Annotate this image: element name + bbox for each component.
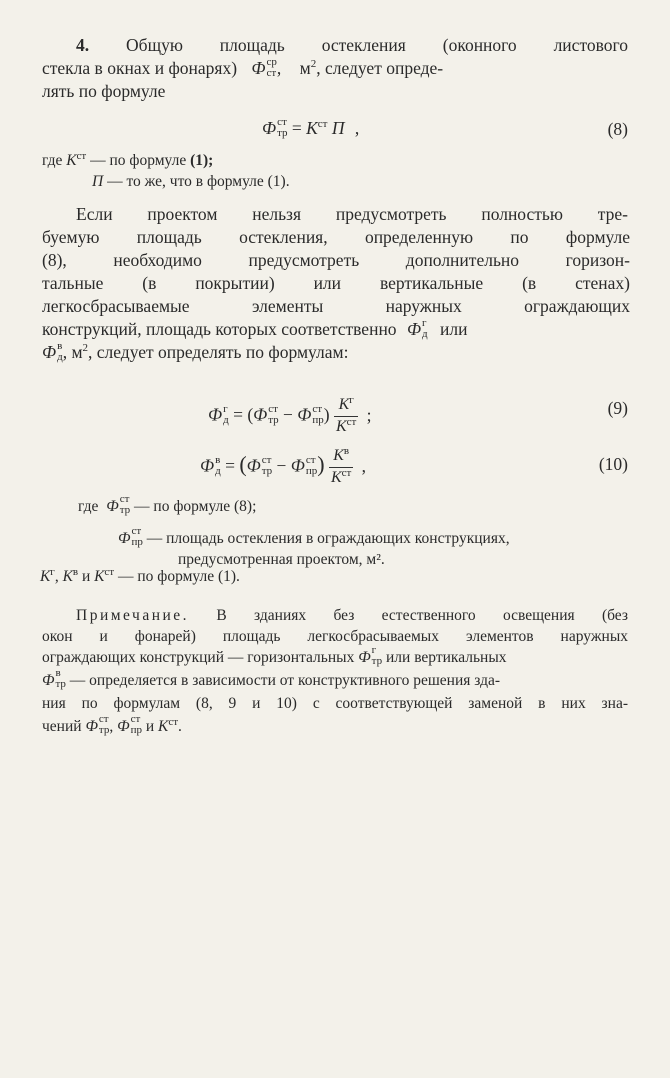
note-phi-pr-indices: ст пр [130,713,142,737]
f9-phi-st-indices: ст тр [268,402,279,426]
f10-tail: , [361,455,367,476]
f10-phi-st-indices: ст тр [261,453,273,477]
f9-tail: ; [366,404,372,425]
note-label: Примечание. [76,607,190,624]
f10-phi-pr: Ф [290,455,305,476]
para2-phi-v: Ф [42,342,57,362]
note-k: К [158,718,169,735]
where9-line-2 [118,525,510,550]
formula-8 [262,117,359,142]
f10-phi-st: Ф [246,455,261,476]
equation-number-9: (9) [607,398,628,418]
where8-k-sup: ст [76,150,87,162]
section-line-3: лять по формуле [42,81,166,101]
where9-item2: — площадь остекления в ограждающих конструкциях, [146,530,510,547]
note-line-2: окон и фонарей) площадь легкосбрасываемых элементов наружных [42,628,628,645]
f8-equals: = [291,118,302,138]
where9-item3: — по формуле (1). [117,568,240,585]
equation-number-8: (8) [607,119,628,139]
f8-phi: Ф [262,118,277,138]
phi-indices: ср ст [266,55,277,79]
note-line-3 [42,644,507,669]
section-line2-end: , следует опреде- [316,58,444,78]
where9-prefix: где [78,498,99,515]
f9-phi-st: Ф [253,404,268,425]
para2-unit: , м [62,342,83,362]
note-phi-g: Ф [358,649,371,666]
note-line6-text: чений [42,718,82,735]
note-line-6: чений Ф ст тр , Ф ст пр и $К^{ст}$. [42,713,182,737]
note-phi-v: Ф [42,672,55,689]
para2-line-2: буемую площадь остекления, определенную по формуле [42,227,630,247]
note-line4-text: — определяется в зависимости от конструктивного решения зда- [69,672,501,689]
note-line3-end: или вертикальных [386,649,507,666]
section-number: 4. [76,35,90,55]
note-phi-pr: Ф [117,718,130,735]
where8-line-1 [42,150,213,173]
note-line-1 [76,605,628,626]
f9-phi-g-indices: г д [223,402,229,426]
f9-phi-pr: Ф [297,404,312,425]
equation-number-10: (10) [598,454,628,474]
f9-phi-pr-indices: ст пр [312,402,324,426]
para2-line-7 [42,341,348,366]
formula-10: Ф в д = (Ф ст тр − Ф ст пр ) $\frac{К^в}{К^{ст}}$ , [200,446,366,489]
f10-fraction: $\frac{К^в}{К^{ст}}$ [330,445,352,486]
para2-unit-sq: 2 [82,342,89,354]
para2-line-1: Если проектом нельзя предусмотреть полностью тре- [76,204,628,224]
f8-phi-indices: ст тр [277,115,288,139]
note-phi-v-indices: в тр [55,667,66,691]
where9-line-1 [78,493,257,518]
unit-m: м [299,58,311,78]
para2-phi-g-indices: г д [422,316,428,340]
f10-phi-pr-indices: ст пр [305,453,318,477]
f9-fraction: $\frac{К^г}{К^{ст}}$ [335,394,357,435]
note-line-5: ния по формулам (8, 9 и 10) с соответствующей заменой в них зна- [42,695,628,712]
where8-p: П [92,173,104,190]
section-line-2: стекла в окнах и фонарях) Ф ср ст , $м^2$, следует опреде- [42,55,444,79]
section-line2-text: стекла в окнах и фонарях) [42,58,238,78]
para2-line-6 [42,318,467,342]
para2-line-3: (8), необходимо предусмотреть дополнительно горизон- [42,250,630,270]
para2-line6-text: конструкций, площадь которых соответственно [42,319,397,339]
para2-line-4: тальные (в покрытии) или вертикальные (в стенах) [42,273,630,293]
note-line1-text: В зданиях без естественного освещения (без [216,607,628,624]
note-line-4 [42,667,501,692]
f8-p: П [331,118,345,138]
f9-phi-g: Ф [208,404,223,425]
section-line-1 [76,34,628,56]
f10-phi-v: Ф [200,455,215,476]
where9-k-g: К [40,568,51,585]
phi-symbol: Ф [251,58,266,78]
unit-sq: 2 [310,58,317,70]
where8-ref: (1); [190,152,214,169]
where-prefix: где [42,152,63,169]
where9-phi-pr: Ф [118,530,131,547]
para2-phi-g: Ф [406,319,422,339]
where9-k-v: К [62,568,73,585]
para2-line-5: легкосбрасываемые элементы наружных ограждающих [42,296,630,316]
where9-line-3: предусмотренная проектом, м². [178,551,385,568]
where9-item1: — по формуле (8); [134,498,257,515]
f8-k: К [306,118,318,138]
where9-k-st: К [94,568,105,585]
where8-text-2: — то же, что в формуле (1). [107,173,290,190]
where9-phi-st: Ф [106,498,119,515]
note-line3-text: ограждающих конструкций — горизонтальных [42,649,355,666]
where9-phi-st-indices: ст тр [119,493,131,517]
section-intro-text: Общую площадь остекления (оконного листового [126,35,628,55]
note-phi-st: Ф [85,718,98,735]
f8-k-sup: ст [317,118,328,130]
para2-line7-text: , следует определять по формулам: [88,342,349,362]
where8-k: К [66,152,77,169]
note-phi-g-indices: г тр [371,644,383,668]
where9-line-4: $К^г$, $К^в$ и $К^{ст}$ — по формуле (1). [40,566,240,585]
para2-or: или [440,319,468,339]
where8-line-2 [92,171,290,193]
where9-phi-pr-indices: ст пр [131,525,143,549]
note-phi-st-indices: ст тр [98,713,110,737]
where8-text-1: — по формуле [90,152,187,169]
para2-phi-v-indices: в д [57,339,63,363]
f8-comma: , [354,118,360,138]
formula-9: Ф г д = (Ф ст тр − Ф ст пр ) $\frac{К^г}{К^{ст}}$ ; [208,395,372,438]
f10-phi-v-indices: в д [215,453,221,477]
